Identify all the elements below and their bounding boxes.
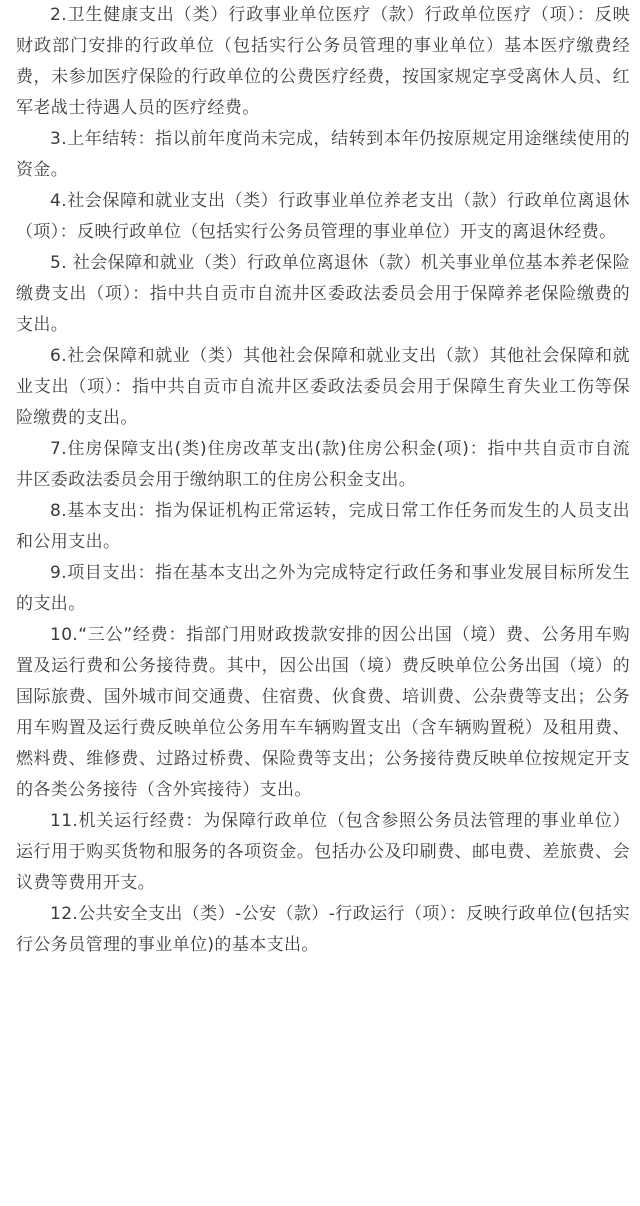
paragraph-basic-expenditure: 8.基本支出：指为保证机构正常运转，完成日常工作任务而发生的人员支出和公用支出。	[16, 501, 630, 552]
paragraph-other-social-security: 6.社会保障和就业（类）其他社会保障和就业支出（款）其他社会保障和就业支出（项）：指中共自贡市自流井区委政法委员会用于保障生育失业工伤等保险缴费的支出。	[16, 346, 630, 428]
paragraph-project-expenditure: 9.项目支出：指在基本支出之外为完成特定行政任务和事业发展目标所发生的支出。	[16, 563, 630, 614]
paragraph-operating-expenses: 11.机关运行经费：为保障行政单位（包含参照公务员法管理的事业单位）运行用于购买货物和服务的各项资金。包括办公及印刷费、邮电费、差旅费、会议费等费用开支。	[16, 811, 630, 893]
paragraph-prior-year-carryover: 3.上年结转：指以前年度尚未完成，结转到本年仍按原规定用途继续使用的资金。	[16, 129, 630, 180]
paragraph-retirement-expenditure: 4.社会保障和就业支出（类）行政事业单位养老支出（款）行政单位离退休（项）：反映行政单位（包括实行公务员管理的事业单位）开支的离退休经费。	[16, 191, 630, 242]
paragraph-public-security-expenditure: 12.公共安全支出（类）-公安（款）-行政运行（项）：反映行政单位(包括实行公务员管理的事业单位)的基本支出。	[16, 904, 630, 955]
paragraph-pension-insurance: 5. 社会保障和就业（类）行政单位离退休（款）机关事业单位基本养老保险缴费支出（项）：指中共自贡市自流井区委政法委员会用于保障养老保险缴费的支出。	[16, 253, 630, 335]
paragraph-health-expenditure: 2.卫生健康支出（类）行政事业单位医疗（款）行政单位医疗（项）：反映财政部门安排的行政单位（包括实行公务员管理的事业单位）基本医疗缴费经费，未参加医疗保险的行政单位的公费医疗经费，按国家规定享受离休人员、红军老战士待遇人员的医疗经费。	[16, 5, 630, 118]
paragraph-three-public-expenses: 10.“三公”经费：指部门用财政拨款安排的因公出国（境）费、公务用车购置及运行费和公务接待费。其中，因公出国（境）费反映单位公务出国（境）的国际旅费、国外城市间交通费、住宿费、伙食费、培训费、公杂费等支出；公务用车购置及运行费反映单位公务用车车辆购置支出（含车辆购置税）及租用费、燃料费、维修费、过路过桥费、保险费等支出；公务接待费反映单位按规定开支的各类公务接待（含外宾接待）支出。	[16, 625, 630, 800]
paragraph-housing-fund: 7.住房保障支出(类)住房改革支出(款)住房公积金(项)：指中共自贡市自流井区委政法委员会用于缴纳职工的住房公积金支出。	[16, 439, 630, 490]
